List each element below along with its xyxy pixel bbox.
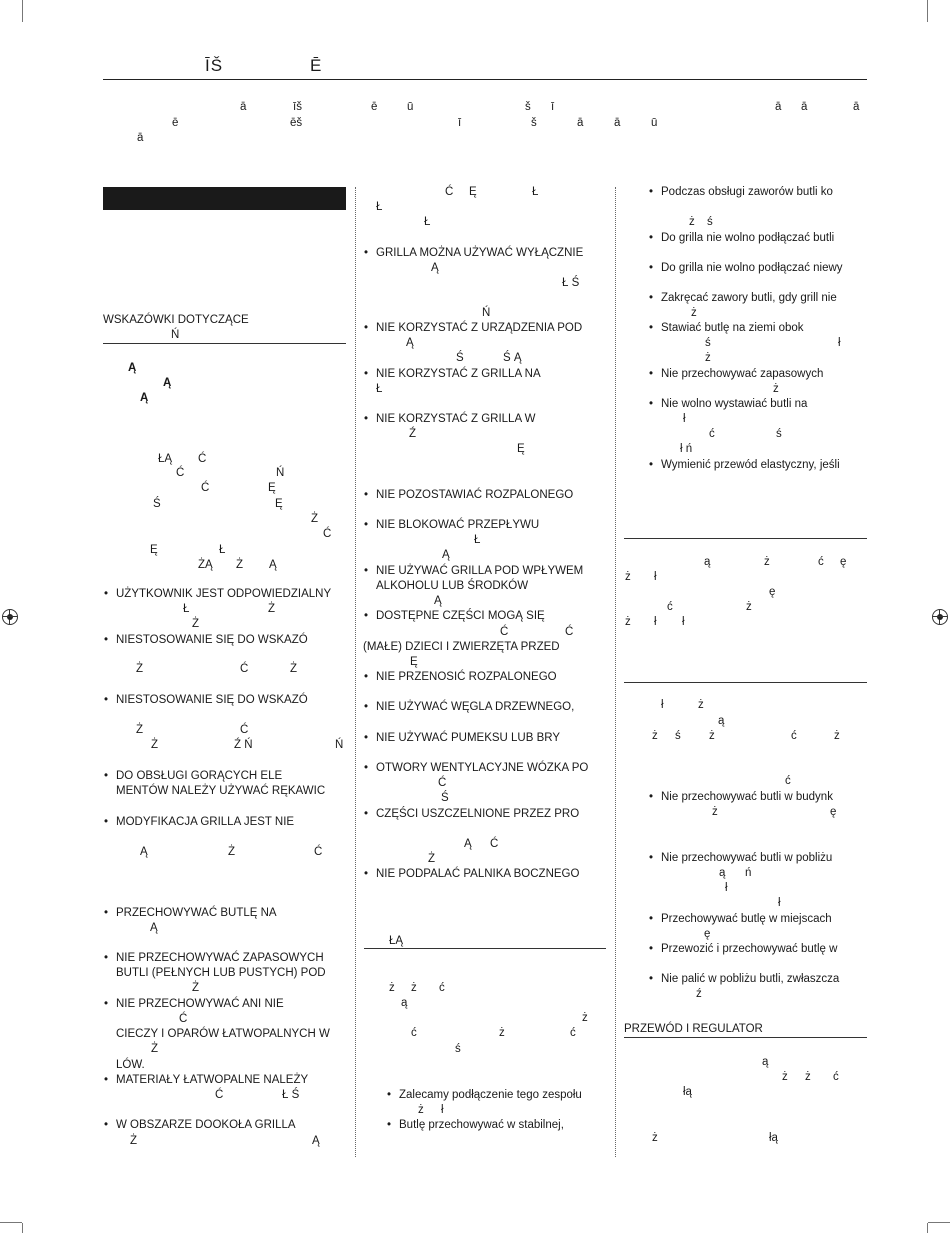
bullet: • bbox=[104, 952, 109, 964]
section-rule bbox=[624, 1037, 867, 1038]
list-item: CZĘŚCI USZCZELNIONE PRZEZ PRO bbox=[376, 808, 580, 820]
bullet: • bbox=[364, 671, 369, 683]
bullet: • bbox=[104, 694, 109, 706]
list-item: NIE PRZENOSIĆ ROZPALONEGO bbox=[376, 671, 557, 683]
column-divider bbox=[615, 187, 616, 1157]
list-item: Nie przechowywać zapasowych bbox=[661, 368, 824, 380]
bullet: • bbox=[104, 907, 109, 919]
header-rule bbox=[103, 79, 867, 80]
bullet: • bbox=[104, 770, 109, 782]
bullet: • bbox=[387, 1119, 392, 1131]
list-item: Nie wolno wystawiać butli na bbox=[661, 398, 808, 410]
list-item: Stawiać butlę na ziemi obok bbox=[661, 322, 804, 334]
list-item: Do grilla nie wolno podłączać niewy bbox=[661, 262, 843, 274]
bullet: • bbox=[649, 852, 654, 864]
bullet: • bbox=[364, 519, 369, 531]
section-label: WSKAZÓWKI DOTYCZĄCE bbox=[103, 314, 249, 326]
list-item: NIE PODPALAĆ PALNIKA BOCZNEGO bbox=[376, 868, 580, 880]
bullet: • bbox=[649, 368, 654, 380]
bullet: • bbox=[387, 1089, 392, 1101]
bullet: • bbox=[364, 610, 369, 622]
registration-mark-icon bbox=[932, 609, 948, 625]
list-item: NIE UŻYWAĆ GRILLA POD WPŁYWEM bbox=[376, 565, 584, 577]
section-label: ŁĄ bbox=[389, 935, 404, 947]
list-item: Nie palić w pobliżu butli, zwłaszcza bbox=[661, 973, 840, 985]
bullet: • bbox=[649, 973, 654, 985]
bullet: • bbox=[364, 368, 369, 380]
page-header-part: ĪŠ bbox=[205, 56, 224, 75]
list-item: NIESTOSOWANIE SIĘ DO WSKAZÓ bbox=[116, 694, 308, 706]
crop-mark bbox=[0, 1222, 22, 1223]
crop-mark bbox=[927, 0, 950, 22]
list-item: Do grilla nie wolno podłączać butli bbox=[661, 232, 835, 244]
list-item: Przechowywać butlę w miejscach bbox=[661, 913, 832, 925]
bullet: • bbox=[104, 634, 109, 646]
bullet: • bbox=[649, 398, 654, 410]
list-item: Przewozić i przechowywać butlę w bbox=[661, 943, 838, 955]
list-item: DO OBSŁUGI GORĄCYCH ELE bbox=[116, 770, 283, 782]
bullet: • bbox=[649, 186, 654, 198]
bullet: • bbox=[364, 413, 369, 425]
list-item: PRZECHOWYWAĆ BUTLĘ NA bbox=[116, 907, 277, 919]
bullet: • bbox=[364, 322, 369, 334]
list-item: NIE UŻYWAĆ PUMEKSU LUB BRY bbox=[376, 732, 561, 744]
bullet: • bbox=[649, 322, 654, 334]
list-item: Podczas obsługi zaworów butli ko bbox=[661, 186, 833, 198]
bullet: • bbox=[364, 762, 369, 774]
bullet: • bbox=[364, 701, 369, 713]
crop-mark bbox=[927, 1223, 950, 1233]
list-item: MODYFIKACJA GRILLA JEST NIE bbox=[116, 816, 295, 828]
section-rule bbox=[624, 538, 867, 539]
list-item: NIE BLOKOWAĆ PRZEPŁYWU bbox=[376, 519, 540, 531]
registration-mark-icon bbox=[2, 609, 18, 625]
section-label: PRZEWÓD I REGULATOR bbox=[624, 1023, 763, 1035]
bullet: • bbox=[649, 262, 654, 274]
list-item: NIE KORZYSTAĆ Z URZĄDZENIA POD bbox=[376, 322, 583, 334]
list-item: NIE KORZYSTAĆ Z GRILLA NA bbox=[376, 368, 541, 380]
bullet: • bbox=[364, 489, 369, 501]
bullet: • bbox=[649, 292, 654, 304]
bullet: • bbox=[649, 232, 654, 244]
list-item: NIE PRZECHOWYWAĆ ZAPASOWYCH bbox=[116, 952, 324, 964]
list-item: UŻYTKOWNIK JEST ODPOWIEDZIALNY bbox=[116, 588, 332, 600]
section-label: Ń bbox=[171, 329, 180, 341]
list-item: MATERIAŁY ŁATWOPALNE NALEŻY bbox=[116, 1074, 309, 1086]
list-item: DOSTĘPNE CZĘŚCI MOGĄ SIĘ bbox=[376, 610, 545, 622]
bullet: • bbox=[364, 247, 369, 259]
list-item: Nie przechowywać butli w pobliżu bbox=[661, 852, 833, 864]
section-rule bbox=[624, 682, 867, 683]
crop-mark bbox=[0, 0, 23, 22]
bullet: • bbox=[104, 1119, 109, 1131]
bullet: • bbox=[364, 868, 369, 880]
list-item: NIE KORZYSTAĆ Z GRILLA W bbox=[376, 413, 536, 425]
list-item: NIESTOSOWANIE SIĘ DO WSKAZÓ bbox=[116, 634, 308, 646]
list-item: NIE POZOSTAWIAĆ ROZPALONEGO bbox=[376, 489, 574, 501]
section-heading-bar bbox=[103, 187, 346, 210]
section-rule bbox=[364, 948, 606, 949]
list-item: Nie przechowywać butli w budynk bbox=[661, 791, 833, 803]
bullet: • bbox=[104, 998, 109, 1010]
bullet: • bbox=[649, 791, 654, 803]
list-item: Butlę przechowywać w stabilnej, bbox=[399, 1119, 564, 1131]
bullet: • bbox=[649, 943, 654, 955]
list-item: Wymienić przewód elastyczny, jeśli bbox=[661, 459, 840, 471]
section-rule bbox=[103, 343, 346, 344]
list-item: GRILLA MOŻNA UŻYWAĆ WYŁĄCZNIE bbox=[376, 247, 584, 259]
list-item: W OBSZARZE DOOKOŁA GRILLA bbox=[116, 1119, 296, 1131]
bullet: • bbox=[649, 913, 654, 925]
bullet: • bbox=[104, 588, 109, 600]
bullet: • bbox=[649, 459, 654, 471]
list-item: OTWORY WENTYLACYJNE WÓZKA PO bbox=[376, 762, 589, 774]
bullet: • bbox=[364, 565, 369, 577]
list-item: Zakręcać zawory butli, gdy grill nie bbox=[661, 292, 837, 304]
bullet: • bbox=[104, 816, 109, 828]
page-header-part: Ē bbox=[310, 56, 323, 75]
bullet: • bbox=[364, 808, 369, 820]
crop-mark bbox=[928, 1222, 950, 1223]
list-item: NIE UŻYWAĆ WĘGLA DRZEWNEGO, bbox=[376, 701, 575, 713]
list-item: Zalecamy podłączenie tego zespołu bbox=[399, 1089, 582, 1101]
column-divider bbox=[355, 187, 356, 1157]
list-item: NIE PRZECHOWYWAĆ ANI NIE bbox=[116, 998, 284, 1010]
bullet: • bbox=[104, 1074, 109, 1086]
crop-mark bbox=[0, 1223, 23, 1233]
bullet: • bbox=[364, 732, 369, 744]
